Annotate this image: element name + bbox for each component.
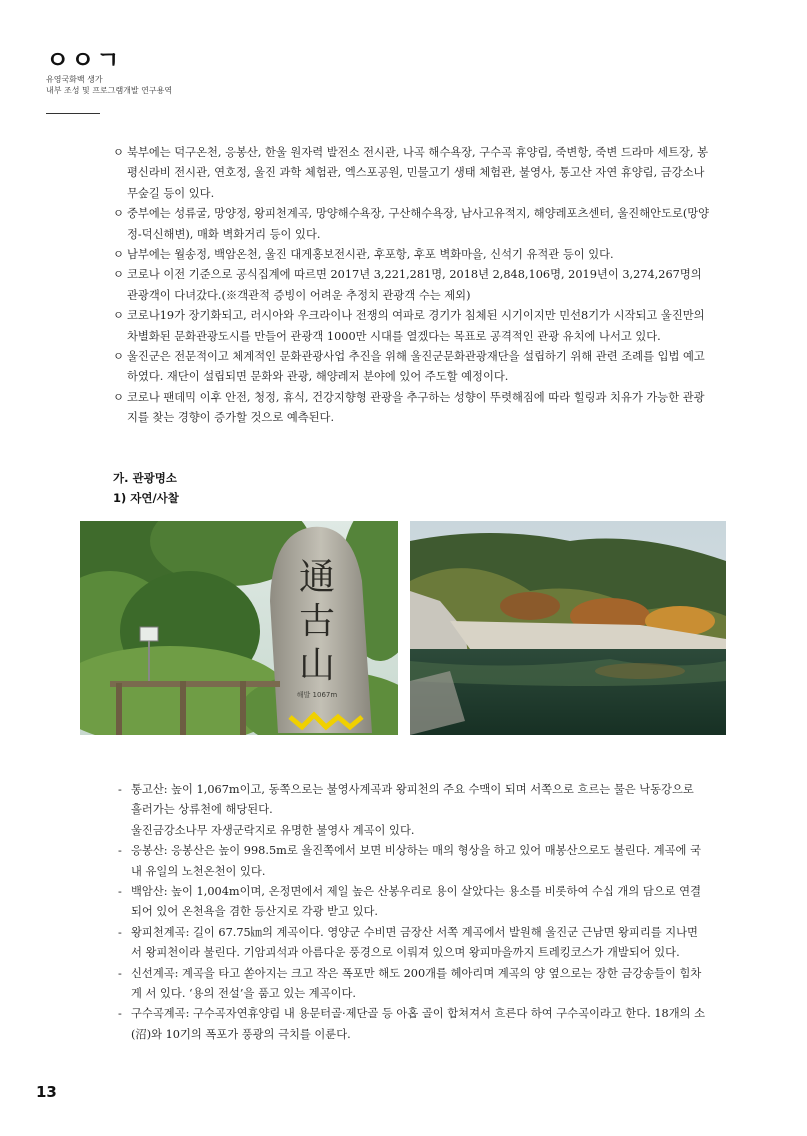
bullet-mark: ㅇ bbox=[113, 390, 124, 404]
summit-stone-illustration bbox=[80, 521, 398, 735]
bullet-item bbox=[113, 204, 713, 245]
description-item bbox=[118, 1004, 708, 1045]
bullet-mark: ㅇ bbox=[113, 268, 124, 282]
description-text: 백암산: 높이 1,004m이며, 온정면에서 제일 높은 산봉우리로 용이 살았다는 용소를 비롯하여 수십 개의 담으로 연결되어 있어 온천욕을 겸한 등산지로 각광 받고 있다. bbox=[131, 885, 701, 919]
bullet-text: 코로나 팬데믹 이후 안전, 청정, 휴식, 건강지향형 관광을 추구하는 성향이 뚜렷해짐에 따라 힐링과 치유가 가능한 관광지를 찾는 경향이 증가할 것으로 예측된다. bbox=[127, 390, 705, 425]
description-item bbox=[118, 964, 708, 1005]
description-item bbox=[118, 882, 708, 923]
overview-bullet-list bbox=[113, 143, 713, 429]
bullet-item bbox=[113, 347, 713, 388]
bullet-text: 울진군은 전문적이고 체계적인 문화관광사업 추진을 위해 울진군문화관광재단을 설립하기 위해 관련 조례를 입법 예고하였다. 재단이 설립되면 문화와 관광, 해양레저 분야에 있어 주도할 예정이다. bbox=[127, 350, 705, 384]
description-item bbox=[118, 780, 708, 821]
attraction-description-list bbox=[118, 780, 708, 1045]
photo-tonggosan-stone bbox=[80, 521, 398, 735]
description-text: 울진금강소나무 자생군락지로 유명한 불영사 계곡이 있다. bbox=[131, 823, 415, 837]
bullet-mark: ㅇ bbox=[113, 248, 124, 262]
header-subtitle-line1: 유영국화백 생가 bbox=[46, 75, 103, 84]
description-text: 구수곡계곡: 구수곡자연휴양림 내 용문터골·제단골 등 아홉 골이 합쳐져서 흐른다 하여 구수곡이라고 한다. 18개의 소(沼)와 10기의 폭포가 풍광의 극치를 이룬다. bbox=[131, 1007, 706, 1041]
description-mark: - bbox=[118, 783, 122, 796]
valley-lake-illustration bbox=[410, 521, 726, 735]
bullet-mark: ㅇ bbox=[113, 309, 124, 323]
description-text: 왕피천계곡: 길이 67.75㎞의 계곡이다. 영양군 수비면 금장산 서쪽 계곡에서 발원해 울진군 근남면 왕피리를 지나면서 왕피천이라 불린다. 기암괴석과 아름다운 풍경으로 이뤄져 있으며 왕피마을까지 트레킹코스가 개발되어 있다. bbox=[131, 925, 698, 960]
header-divider bbox=[46, 113, 100, 114]
header-subtitle bbox=[46, 74, 172, 96]
page-number: 13 bbox=[36, 1083, 57, 1101]
stone-char-2: 古 bbox=[298, 601, 336, 642]
bullet-item bbox=[113, 306, 713, 347]
bullet-text: 남부에는 월송정, 백암온천, 울진 대게홍보전시관, 후포항, 후포 벽화마을, 신석기 유적관 등이 있다. bbox=[127, 248, 614, 262]
photo-valley-lake bbox=[410, 521, 726, 735]
description-item bbox=[118, 841, 708, 882]
description-mark: - bbox=[118, 885, 122, 899]
bullet-item bbox=[113, 245, 713, 265]
description-text: 응봉산: 응봉산은 높이 998.5m로 울진쪽에서 보면 비상하는 매의 형상을 하고 있어 매봉산으로도 불린다. 계곡에 국내 유일의 노천온천이 있다. bbox=[131, 844, 701, 878]
header-subtitle-line2: 내부 조성 및 프로그램개발 연구용역 bbox=[46, 86, 173, 95]
description-mark: - bbox=[118, 925, 122, 939]
stone-char-1: 通 bbox=[298, 557, 336, 598]
stone-char-3: 山 bbox=[298, 645, 336, 686]
description-text: 통고산: 높이 1,067m이고, 동쪽으로는 불영사계곡과 왕피천의 주요 수맥이 되며 서쪽으로 흐르는 물은 낙동강으로 흘러가는 상류천에 해당된다. bbox=[131, 783, 694, 817]
section-heading: 가. 관광명소 bbox=[113, 471, 177, 485]
bullet-text: 코로나 이전 기준으로 공식집계에 따르면 2017년 3,221,281명, 2018년 2,848,106명, 2019년이 3,274,267명의 관광객이 다녀갔다.(※객관적 증빙이 어려운 추정치 관광객 수는 제외) bbox=[127, 268, 702, 302]
logo: ㅇㅇㄱ bbox=[46, 46, 122, 74]
bullet-mark: ㅇ bbox=[113, 207, 124, 221]
bullet-item bbox=[113, 143, 713, 204]
stone-elevation-caption: 해발 1067m bbox=[296, 691, 338, 699]
bullet-mark: ㅇ bbox=[113, 350, 124, 364]
bullet-text: 코로나19가 장기화되고, 러시아와 우크라이나 전쟁의 여파로 경기가 침체된 시기이지만 민선8기가 시작되고 울진만의 차별화된 문화관광도시를 만들어 관광객 1000만 시대를 열겠다는 목표로 공격적인 관광 유치에 나서고 있다. bbox=[127, 309, 705, 343]
description-mark: - bbox=[118, 1007, 122, 1021]
bullet-mark: ㅇ bbox=[113, 146, 124, 159]
description-item bbox=[118, 821, 708, 841]
bullet-item bbox=[113, 265, 713, 306]
bullet-text: 북부에는 덕구온천, 응봉산, 한울 원자력 발전소 전시관, 나곡 해수욕장, 구수곡 휴양림, 죽변항, 죽변 드라마 세트장, 봉평신라비 전시관, 연호정, 울진 과학 체험관, 엑스포공원, 민물고기 생태 체험관, 불영사, 통고산 자연 휴양림, 금강소나무숲길 등이 있다. bbox=[127, 146, 708, 200]
subsection-heading: 1) 자연/사찰 bbox=[113, 491, 179, 505]
description-mark: - bbox=[118, 844, 122, 858]
description-mark: - bbox=[118, 966, 122, 980]
description-text: 신선계곡: 계곡을 타고 쏟아지는 크고 작은 폭포만 해도 200개를 헤아리며 계곡의 양 옆으로는 장한 금강송들이 힘차게 서 있다. ‘용의 전설’을 품고 있는 계곡이다. bbox=[131, 966, 702, 1001]
bullet-item bbox=[113, 388, 713, 429]
description-item bbox=[118, 923, 708, 964]
bullet-text: 중부에는 성류굴, 망양정, 왕피천계곡, 망양해수욕장, 구산해수욕장, 남사고유적지, 해양레포츠센터, 울진해안도로(망양정-덕신해변), 매화 벽화거리 등이 있다. bbox=[127, 207, 710, 241]
